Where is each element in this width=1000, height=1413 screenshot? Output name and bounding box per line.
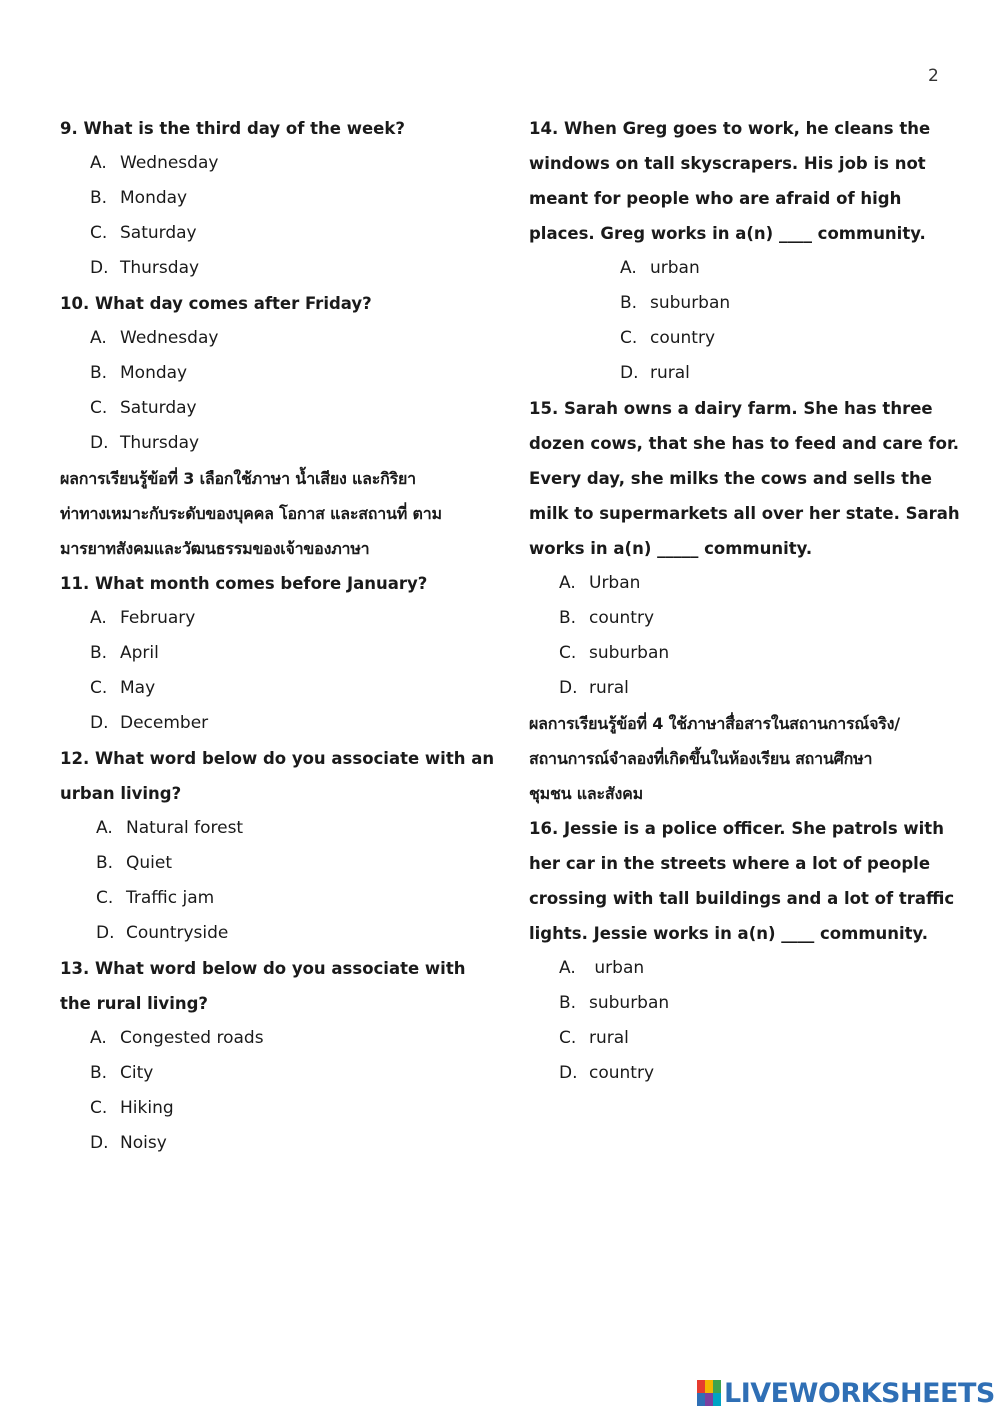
- option-text: country: [589, 1063, 655, 1083]
- option-text: Monday: [120, 363, 188, 383]
- question-text: 15. Sarah owns a dairy farm. She has three: [529, 399, 933, 418]
- option-text: urban: [650, 258, 700, 278]
- learning-outcome-heading: ผลการเรียนรู้ข้อที่ 3 เลือกใช้ภาษา น้ำเสียง และกิริยา: [60, 469, 416, 488]
- option-text: suburban: [650, 293, 731, 313]
- option-letter: C.: [90, 398, 108, 418]
- answer-option[interactable]: [60, 321, 480, 356]
- question-text: 11. What month comes before January?: [60, 574, 428, 593]
- question-text: 10. What day comes after Friday?: [60, 294, 372, 313]
- option-text: December: [120, 713, 209, 733]
- answer-option[interactable]: [60, 426, 480, 461]
- option-letter: B.: [90, 363, 108, 383]
- option-text: Thursday: [120, 258, 200, 278]
- answer-option[interactable]: [60, 146, 480, 181]
- learning-outcome-heading: สถานการณ์จำลองที่เกิดขึ้นในห้องเรียน สถานศึกษา: [529, 749, 873, 768]
- learning-outcome-heading: ชุมชน และสังคม: [529, 784, 643, 803]
- question-text: 16. Jessie is a police officer. She patrols with: [529, 819, 944, 838]
- option-letter: C.: [559, 643, 577, 663]
- option-letter: C.: [90, 223, 108, 243]
- option-text: Thursday: [120, 433, 200, 453]
- option-text: suburban: [589, 993, 670, 1013]
- logo-square: [713, 1380, 721, 1393]
- question-text: windows on tall skyscrapers. His job is not: [529, 154, 926, 173]
- option-letter: A.: [90, 328, 107, 348]
- answer-option[interactable]: [60, 671, 480, 706]
- answer-option[interactable]: [60, 1056, 480, 1091]
- answer-option[interactable]: [529, 1056, 949, 1091]
- question-text: works in a(n) _____ community.: [529, 539, 813, 558]
- option-text: Countryside: [126, 923, 229, 943]
- answer-option[interactable]: [60, 1091, 480, 1126]
- option-letter: B.: [90, 188, 108, 208]
- option-text: Traffic jam: [126, 888, 215, 908]
- answer-option[interactable]: [60, 356, 480, 391]
- option-text: Urban: [589, 573, 641, 593]
- question-text: urban living?: [60, 784, 182, 803]
- answer-option[interactable]: [529, 671, 949, 706]
- option-text: Hiking: [120, 1098, 174, 1118]
- option-letter: A.: [559, 958, 576, 978]
- page-number: 2: [928, 66, 939, 86]
- answer-option[interactable]: [60, 391, 480, 426]
- answer-option[interactable]: [529, 601, 949, 636]
- learning-outcome-heading: ท่าทางเหมาะกับระดับของบุคคล โอกาส และสถานที่ ตาม: [60, 504, 442, 523]
- left-column: [60, 111, 495, 1161]
- option-text: country: [589, 608, 655, 628]
- question-text: dozen cows, that she has to feed and care for.: [529, 434, 960, 453]
- option-letter: D.: [96, 923, 115, 943]
- question-text: 12. What word below do you associate with an: [60, 749, 495, 768]
- option-text: April: [120, 643, 159, 663]
- answer-option[interactable]: [60, 846, 480, 881]
- option-text: Wednesday: [120, 328, 219, 348]
- option-letter: D.: [559, 1063, 578, 1083]
- option-text: Congested roads: [120, 1028, 264, 1048]
- question-text: milk to supermarkets all over her state. Sarah: [529, 504, 960, 523]
- answer-option[interactable]: [60, 601, 480, 636]
- answer-option[interactable]: [529, 251, 949, 286]
- option-letter: B.: [559, 993, 577, 1013]
- answer-option[interactable]: [60, 881, 480, 916]
- option-text: Natural forest: [126, 818, 244, 838]
- option-letter: D.: [559, 678, 578, 698]
- answer-option[interactable]: [529, 356, 949, 391]
- answer-option[interactable]: [60, 1126, 480, 1161]
- logo-text: LIVEWORKSHEETS: [724, 1377, 995, 1409]
- option-text: Wednesday: [120, 153, 219, 173]
- answer-option[interactable]: [529, 321, 949, 356]
- option-text: country: [650, 328, 716, 348]
- option-letter: B.: [559, 608, 577, 628]
- learning-outcome-heading: ผลการเรียนรู้ข้อที่ 4 ใช้ภาษาสื่อสารในสถานการณ์จริง/: [529, 714, 900, 733]
- option-text: rural: [589, 678, 629, 698]
- option-letter: A.: [96, 818, 113, 838]
- option-letter: D.: [90, 713, 109, 733]
- option-letter: D.: [90, 433, 109, 453]
- question-text: meant for people who are afraid of high: [529, 189, 902, 208]
- logo-square: [713, 1393, 721, 1406]
- answer-option[interactable]: [60, 216, 480, 251]
- option-text: Monday: [120, 188, 188, 208]
- question-text: Every day, she milks the cows and sells the: [529, 469, 932, 488]
- option-letter: B.: [90, 643, 108, 663]
- option-text: Quiet: [126, 853, 173, 873]
- answer-option[interactable]: [60, 636, 480, 671]
- option-letter: A.: [90, 1028, 107, 1048]
- option-text: February: [120, 608, 196, 628]
- option-letter: C.: [90, 1098, 108, 1118]
- option-letter: D.: [90, 258, 109, 278]
- answer-option[interactable]: [60, 251, 480, 286]
- option-text: City: [120, 1063, 154, 1083]
- option-letter: A.: [620, 258, 637, 278]
- question-text: her car in the streets where a lot of people: [529, 854, 931, 873]
- answer-option[interactable]: [529, 566, 949, 601]
- option-text: suburban: [589, 643, 670, 663]
- option-text: rural: [650, 363, 690, 383]
- liveworksheets-logo-icon: [697, 1380, 721, 1406]
- answer-option[interactable]: [60, 916, 480, 951]
- answer-option[interactable]: [529, 636, 949, 671]
- option-text: May: [120, 678, 156, 698]
- option-letter: D.: [620, 363, 639, 383]
- option-text: rural: [589, 1028, 629, 1048]
- option-letter: C.: [90, 678, 108, 698]
- option-letter: D.: [90, 1133, 109, 1153]
- answer-option[interactable]: [529, 286, 949, 321]
- option-letter: C.: [559, 1028, 577, 1048]
- option-letter: B.: [620, 293, 638, 313]
- option-text: Saturday: [120, 398, 197, 418]
- logo-square: [705, 1380, 713, 1393]
- option-text: urban: [589, 958, 645, 978]
- option-letter: C.: [96, 888, 114, 908]
- answer-option[interactable]: [60, 1021, 480, 1056]
- question-text: places. Greg works in a(n) ____ community.: [529, 224, 926, 243]
- answer-option[interactable]: [60, 181, 480, 216]
- option-letter: B.: [90, 1063, 108, 1083]
- answer-option[interactable]: [529, 986, 949, 1021]
- logo-square: [697, 1393, 705, 1406]
- right-column: [529, 111, 960, 1091]
- answer-option[interactable]: [60, 706, 480, 741]
- learning-outcome-heading: มารยาทสังคมและวัฒนธรรมของเจ้าของภาษา: [60, 539, 370, 558]
- option-text: Saturday: [120, 223, 197, 243]
- answer-option[interactable]: [529, 951, 949, 986]
- option-letter: A.: [90, 608, 107, 628]
- option-letter: A.: [559, 573, 576, 593]
- question-text: the rural living?: [60, 994, 208, 1013]
- question-text: crossing with tall buildings and a lot of traffic: [529, 889, 955, 908]
- question-text: 9. What is the third day of the week?: [60, 119, 405, 138]
- answer-option[interactable]: [529, 1021, 949, 1056]
- logo-square: [705, 1393, 713, 1406]
- question-text: lights. Jessie works in a(n) ____ community.: [529, 924, 929, 943]
- question-text: 13. What word below do you associate with: [60, 959, 466, 978]
- option-text: Noisy: [120, 1133, 167, 1153]
- liveworksheets-logo[interactable]: [697, 1377, 995, 1409]
- option-letter: A.: [90, 153, 107, 173]
- logo-square: [697, 1380, 705, 1393]
- answer-option[interactable]: [60, 811, 480, 846]
- option-letter: C.: [620, 328, 638, 348]
- question-text: 14. When Greg goes to work, he cleans the: [529, 119, 931, 138]
- option-letter: B.: [96, 853, 114, 873]
